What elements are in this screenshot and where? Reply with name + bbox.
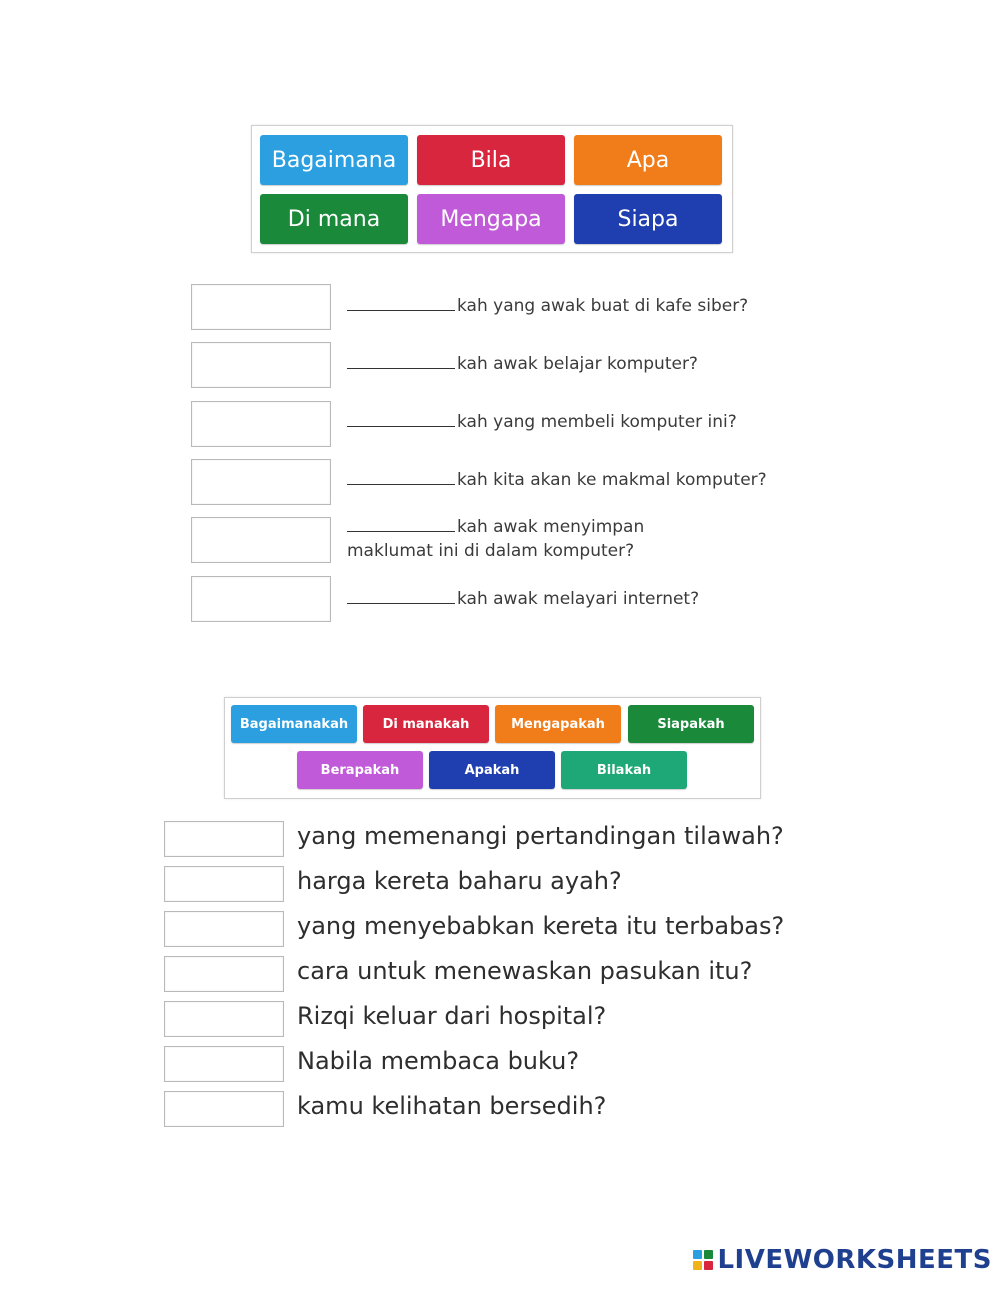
brand-name: LIVEWORKSHEETS	[717, 1245, 992, 1275]
chip-di-manakah[interactable]: Di manakah	[363, 705, 489, 743]
answer-box-1-1[interactable]	[191, 284, 331, 330]
question-1-1	[347, 296, 748, 316]
chip-bilakah[interactable]: Bilakah	[561, 751, 687, 789]
blank-line	[347, 426, 455, 427]
question-text: kah yang membeli komputer ini?	[457, 412, 737, 432]
blank-line	[347, 603, 455, 604]
answer-box-2-3[interactable]	[164, 911, 284, 947]
question-1-5	[347, 517, 644, 537]
blank-line	[347, 531, 455, 532]
question-text: kah awak melayari internet?	[457, 589, 700, 609]
question-2-2: harga kereta baharu ayah?	[297, 867, 622, 895]
chip-bagaimana[interactable]: Bagaimana	[260, 135, 408, 185]
question-2-4: cara untuk menewaskan pasukan itu?	[297, 957, 753, 985]
blank-line	[347, 484, 455, 485]
liveworksheets-logo-icon	[693, 1250, 713, 1270]
chip-di-mana[interactable]: Di mana	[260, 194, 408, 244]
question-2-5: Rizqi keluar dari hospital?	[297, 1002, 607, 1030]
blank-line	[347, 368, 455, 369]
chip-mengapa[interactable]: Mengapa	[417, 194, 565, 244]
answer-box-1-3[interactable]	[191, 401, 331, 447]
question-text: kah yang awak buat di kafe siber?	[457, 296, 749, 316]
chip-apakah[interactable]: Apakah	[429, 751, 555, 789]
question-1-5-line2: maklumat ini di dalam komputer?	[347, 541, 635, 561]
word-bank-2	[224, 697, 761, 799]
chip-siapakah[interactable]: Siapakah	[628, 705, 754, 743]
answer-box-1-5[interactable]	[191, 517, 331, 563]
answer-box-2-1[interactable]	[164, 821, 284, 857]
question-text: kah awak belajar komputer?	[457, 354, 698, 374]
answer-box-1-4[interactable]	[191, 459, 331, 505]
chip-bagaimanakah[interactable]: Bagaimanakah	[231, 705, 357, 743]
chip-apa[interactable]: Apa	[574, 135, 722, 185]
chip-mengapakah[interactable]: Mengapakah	[495, 705, 621, 743]
blank-line	[347, 310, 455, 311]
question-1-2	[347, 354, 698, 374]
question-1-3	[347, 412, 737, 432]
chip-bila[interactable]: Bila	[417, 135, 565, 185]
question-1-4	[347, 470, 767, 490]
answer-box-1-2[interactable]	[191, 342, 331, 388]
answer-box-2-7[interactable]	[164, 1091, 284, 1127]
question-text: kah kita akan ke makmal komputer?	[457, 470, 767, 490]
answer-box-2-2[interactable]	[164, 866, 284, 902]
question-text: kah awak menyimpan	[457, 517, 645, 537]
chip-berapakah[interactable]: Berapakah	[297, 751, 423, 789]
question-2-6: Nabila membaca buku?	[297, 1047, 580, 1075]
question-2-3: yang menyebabkan kereta itu terbabas?	[297, 912, 785, 940]
liveworksheets-brand	[693, 1245, 992, 1275]
question-2-1: yang memenangi pertandingan tilawah?	[297, 822, 784, 850]
question-2-7: kamu kelihatan bersedih?	[297, 1092, 607, 1120]
question-1-6	[347, 589, 699, 609]
word-bank-1	[251, 125, 733, 253]
answer-box-2-6[interactable]	[164, 1046, 284, 1082]
chip-siapa[interactable]: Siapa	[574, 194, 722, 244]
answer-box-2-5[interactable]	[164, 1001, 284, 1037]
answer-box-1-6[interactable]	[191, 576, 331, 622]
answer-box-2-4[interactable]	[164, 956, 284, 992]
